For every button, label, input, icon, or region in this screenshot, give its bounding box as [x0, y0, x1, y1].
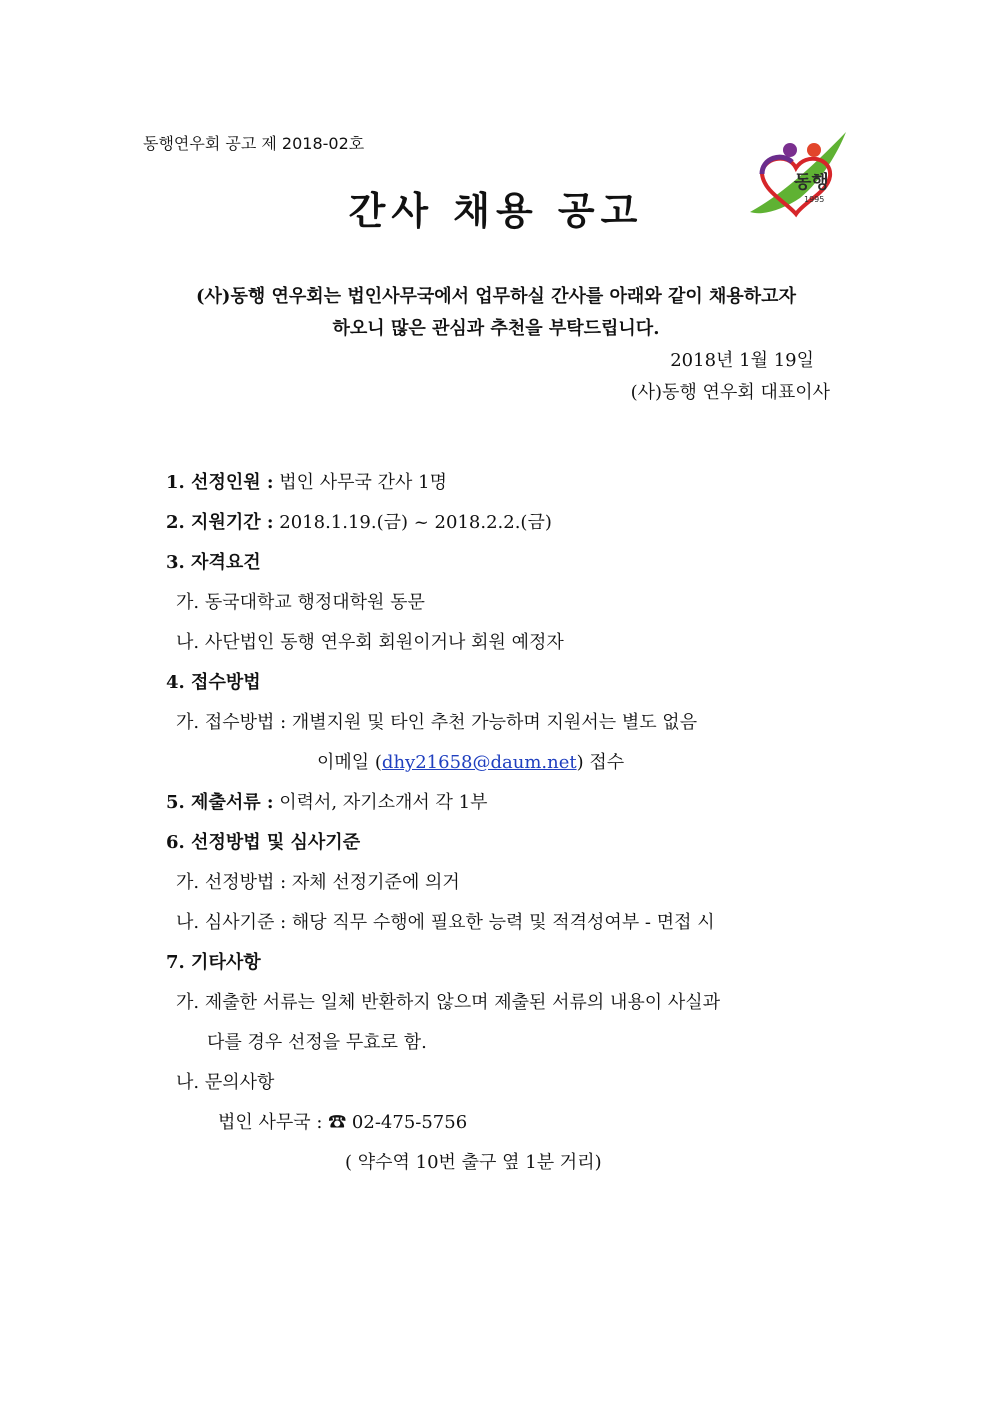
phone-number: 02-475-5756 [351, 1112, 468, 1133]
section-value: 법인 사무국 간사 1명 [279, 472, 447, 493]
list-item: 나. 심사기준 : 해당 직무 수행에 필요한 능력 및 적격성여부 - 면접 시 [176, 912, 715, 933]
intro-line-2: 하오니 많은 관심과 추천을 부탁드립니다. [332, 318, 660, 339]
page-title: 간사 채용 공고 [348, 188, 644, 233]
contact-label: 법인 사무국 : [218, 1112, 323, 1133]
contact-line [218, 1108, 467, 1134]
list-item: 나. 문의사항 [176, 1072, 275, 1093]
list-item-continuation: 다를 경우 선정을 무효로 함. [207, 1032, 427, 1053]
notice-number: 동행연우회 공고 제 2018-02호 [143, 134, 365, 153]
list-item: 가. 접수방법 : 개별지원 및 타인 추천 가능하며 지원서는 별도 없음 [176, 712, 698, 733]
email-link[interactable]: dhy21658@daum.net [381, 752, 577, 773]
list-item: 가. 제출한 서류는 일체 반환하지 않으며 제출된 서류의 내용이 사실과 [176, 992, 721, 1013]
section-heading: 2. 지원기간 : [166, 512, 274, 533]
svg-text:1995: 1995 [804, 195, 825, 204]
location-note: ( 약수역 10번 출구 옆 1분 거리) [345, 1152, 602, 1173]
list-item: 가. 선정방법 : 자체 선정기준에 의거 [176, 872, 460, 893]
notice-date: 2018년 1월 19일 [670, 350, 814, 371]
section-value: 2018.1.19.(금) ~ 2018.2.2.(금) [279, 512, 552, 533]
email-line [317, 748, 624, 774]
section-2 [166, 508, 552, 534]
section-heading: 6. 선정방법 및 심사기준 [166, 832, 361, 853]
section-heading: 3. 자격요건 [166, 552, 261, 573]
list-item: 나. 사단법인 동행 연우회 회원이거나 회원 예정자 [176, 632, 564, 653]
section-5 [166, 788, 487, 814]
signature: (사)동행 연우회 대표이사 [630, 382, 830, 403]
section-heading: 5. 제출서류 : [166, 792, 274, 813]
section-heading: 4. 접수방법 [166, 672, 261, 693]
section-heading: 1. 선정인원 : [166, 472, 274, 493]
list-item: 가. 동국대학교 행정대학원 동문 [176, 592, 425, 613]
phone-icon: ☎ [328, 1112, 347, 1133]
section-1 [166, 468, 447, 494]
section-heading: 7. 기타사항 [166, 952, 261, 973]
email-suffix: ) 접수 [576, 752, 625, 773]
svg-text:동행: 동행 [794, 172, 829, 193]
donghang-logo-icon [742, 128, 854, 220]
intro-line-1: (사)동행 연우회는 법인사무국에서 업무하실 간사를 아래와 같이 채용하고자 [196, 286, 796, 307]
section-value: 이력서, 자기소개서 각 1부 [279, 792, 488, 813]
email-prefix: 이메일 ( [317, 752, 382, 773]
